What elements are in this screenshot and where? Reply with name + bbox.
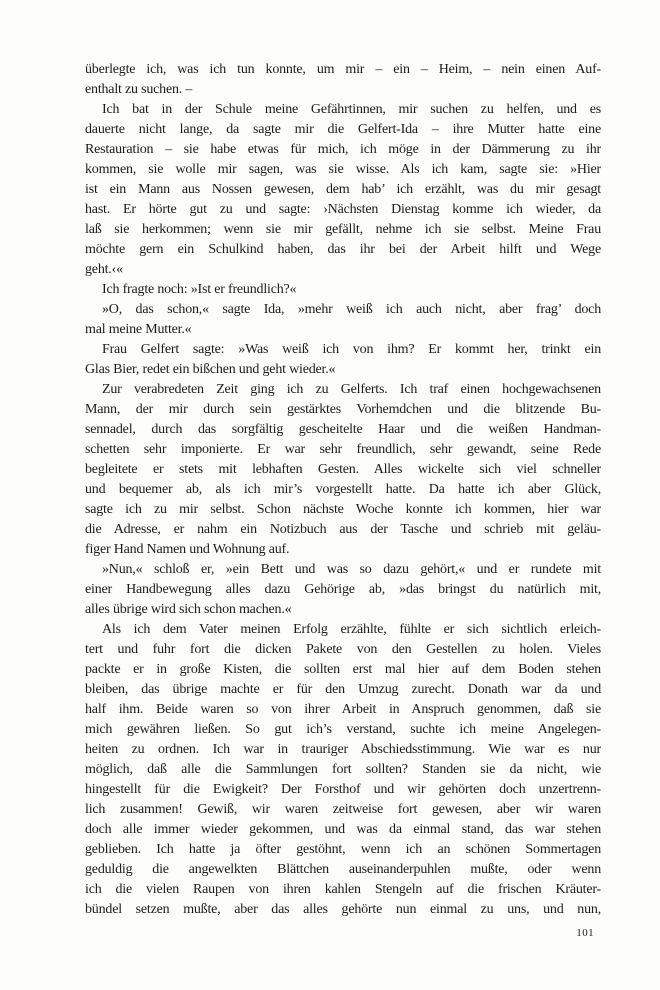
text-line: sagte ich zu mir selbst. Schon nächste Woche konnte ich kommen, hier war xyxy=(85,502,601,517)
paragraph xyxy=(85,620,601,920)
text-line: Glas Bier, redet ein bißchen und geht wieder.« xyxy=(85,362,336,377)
text-line: mal meine Mutter.« xyxy=(85,322,192,337)
text-line: figer Hand Namen und Wohnung auf. xyxy=(85,542,290,557)
paragraph xyxy=(85,560,601,620)
text-line: bündel setzen mußte, aber das alles gehörte nun einmal zu uns, und nun, xyxy=(85,902,601,917)
text-line: alles übrige wird sich schon machen.« xyxy=(85,602,292,617)
text-line: die Adresse, er nahm ein Notizbuch aus der Tasche und schrieb mit geläu- xyxy=(85,522,601,537)
text-line: dauerte nicht lange, da sagte mir die Gelfert-Ida – ihre Mutter hatte eine xyxy=(85,122,601,137)
text-line: geduldig die angewelkten Blättchen auseinanderpuhlen mußte, oder wenn xyxy=(85,862,601,877)
paragraph xyxy=(85,340,601,380)
text-line: bleiben, das übrige machte er für den Umzug zurecht. Donath war da und xyxy=(85,682,601,697)
text-line: Frau Gelfert sagte: »Was weiß ich von ihm? Er kommt her, trinkt ein xyxy=(102,342,601,357)
text-line: und bequemer ab, als ich mir’s vorgestellt hatte. Da hatte ich aber Glück, xyxy=(85,482,601,497)
text-line: schetten sehr imponierte. Er war sehr freundlich, sehr gewandt, seine Rede xyxy=(85,442,601,457)
text-line: ist ein Mann aus Nossen gewesen, dem hab’ ich erzählt, was du mir gesagt xyxy=(85,182,601,197)
text-line: überlegte ich, was ich tun konnte, um mir – ein – Heim, – nein einen Auf- xyxy=(85,62,601,77)
text-line: tert und fuhr fort die dicken Pakete von den Gestellen zu holen. Vieles xyxy=(85,642,601,657)
text-line: mich gewähren ließen. So gut ich’s verstand, suchte ich meine Angelegen- xyxy=(85,722,601,737)
text-line: Ich fragte noch: »Ist er freundlich?« xyxy=(102,282,297,297)
text-line: kommen, sie wolle mir sagen, was sie wisse. Als ich kam, sagte sie: »Hier xyxy=(85,162,601,177)
text-line: Mann, der mir durch sein gestärktes Vorhemdchen und die blitzende Bu- xyxy=(85,402,601,417)
page-number: 101 xyxy=(576,927,594,939)
paragraph xyxy=(85,380,601,560)
paragraph xyxy=(85,280,601,300)
text-block xyxy=(85,60,601,920)
text-line: möchte gern ein Schulkind haben, das ihr bei der Arbeit hilft und Wege xyxy=(85,242,601,257)
text-line: half ihm. Beide waren so von ihrer Arbeit in Anspruch genommen, daß sie xyxy=(85,702,601,717)
text-line: »Nun,« schloß er, »ein Bett und was so dazu gehört,« und er rundete mit xyxy=(102,562,601,577)
text-line: geblieben. Ich hatte ja öfter gestöhnt, wenn ich an schönen Sommertagen xyxy=(85,842,601,857)
paragraph xyxy=(85,60,601,100)
text-line: doch alle immer wieder gekommen, und was da einmal stand, das war stehen xyxy=(85,822,601,837)
paragraph xyxy=(85,300,601,340)
text-line: hast. Er hörte gut zu und sagte: ›Nächsten Dienstag komme ich wieder, da xyxy=(85,202,601,217)
text-line: sennadel, durch das sorgfältig gescheitelte Haar und die weißen Handman- xyxy=(85,422,601,437)
text-line: lich zusammen! Gewiß, wir waren zeitweise fort gewesen, aber wir waren xyxy=(85,802,601,817)
text-line: hingestellt für die Ewigkeit? Der Forsthof und wir gehörten doch unzertrenn- xyxy=(85,782,601,797)
text-line: begleitete er stets mit lebhaften Gesten. Alles wickelte sich viel schneller xyxy=(85,462,601,477)
text-line: geht.‹« xyxy=(85,262,123,277)
text-line: ich die vielen Raupen von ihren kahlen Stengeln auf die frischen Kräuter- xyxy=(85,882,601,897)
text-line: heiten zu ordnen. Ich war in trauriger Abschiedsstimmung. Wie war es nur xyxy=(85,742,601,757)
text-line: Als ich dem Vater meinen Erfolg erzählte, fühlte er sich sichtlich erleich- xyxy=(102,622,601,637)
text-line: »O, das schon,« sagte Ida, »mehr weiß ich auch nicht, aber frag’ doch xyxy=(102,302,601,317)
paragraph xyxy=(85,100,601,280)
text-line: Ich bat in der Schule meine Gefährtinnen, mir suchen zu helfen, und es xyxy=(102,102,601,117)
text-line: laß sie herkommen; wenn sie mir gefällt, nehme ich sie selbst. Meine Frau xyxy=(85,222,601,237)
text-line: einer Handbewegung alles dazu Gehörige ab, »das bringst du natürlich mit, xyxy=(85,582,601,597)
text-line: möglich, daß alle die Sammlungen fort sollten? Standen sie da nicht, wie xyxy=(85,762,601,777)
text-line: Zur verabredeten Zeit ging ich zu Gelferts. Ich traf einen hochgewachsenen xyxy=(102,382,601,397)
text-line: Restauration – sie habe etwas für mich, ich möge in der Dämmerung zu ihr xyxy=(85,142,601,157)
text-line: enthalt zu suchen. – xyxy=(85,82,193,97)
text-line: packte er in große Kisten, die sollten erst mal hier auf dem Boden stehen xyxy=(85,662,601,677)
